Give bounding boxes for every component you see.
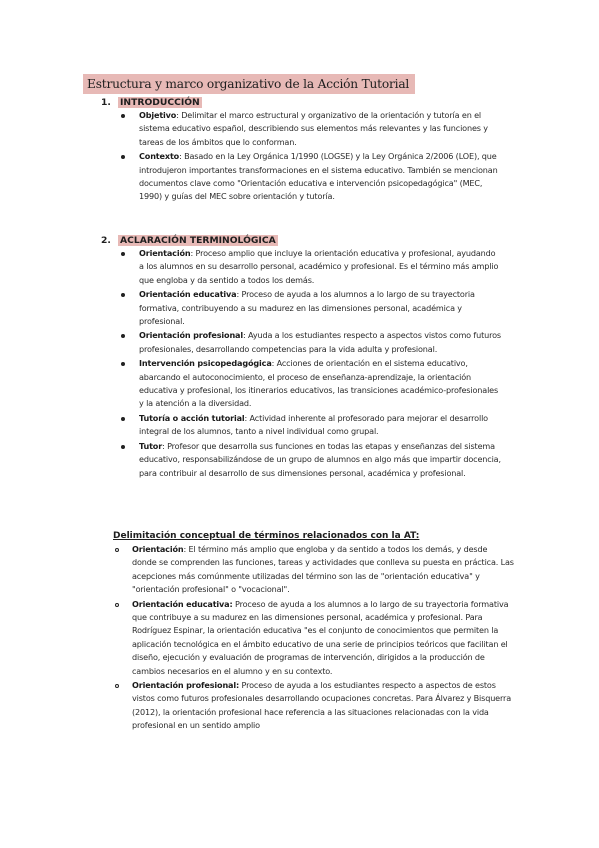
document-title-wrap xyxy=(83,73,415,94)
section-3-heading: Delimitación conceptual de términos relacionados con la AT: xyxy=(113,531,420,541)
item-text: El término más amplio que engloba y da sentido a todos los demás, y desde donde se comprenden las funciones, tareas y actividades que conlleva su puesta en práctica. Las acepciones más comúnmente utilizadas del término son las de "orientación educativa" y "orientación profesional" o "vocacional". xyxy=(132,544,514,595)
item-term: Orientación xyxy=(132,544,184,554)
item-term: Tutoría o acción tutorial xyxy=(139,412,245,423)
item-term: Contexto xyxy=(139,151,180,162)
item-text: Delimitar el marco estructural y organizativo de la orientación y tutoría en el sistema educativo español, describiendo sus elementos más relevantes y las funciones y tareas de los ámbitos que lo conforman. xyxy=(139,110,488,147)
section-2-list xyxy=(139,247,501,481)
bullet-icon xyxy=(121,252,125,256)
item-sep: : xyxy=(183,544,189,554)
item-term: Objetivo xyxy=(139,110,177,120)
bullet-icon xyxy=(121,445,125,449)
item-text: Basado en la Ley Orgánica 1/1990 (LOGSE) y la Ley Orgánica 2/2006 (LOE), que introdujeron importantes transformaciones en el sistema educativo. También se mencionan documentos clave como "Orientación educativa e intervención psicopedagógica" (MEC, 1990) y guías del MEC sobre orientación y tutoría. xyxy=(139,151,498,202)
section-2-number: 2. xyxy=(101,235,111,246)
item-term: Orientación xyxy=(139,248,191,258)
item-sep: : xyxy=(244,412,250,423)
item-term: Tutor xyxy=(139,440,163,451)
item-sep: : xyxy=(176,110,182,120)
item-sep: : xyxy=(190,248,196,258)
item-text: Ayuda a los estudiantes respecto a aspectos vistos como futuros profesionales, desarrollando competencias para la vida adulta y profesional. xyxy=(139,330,501,354)
section-3-list xyxy=(132,543,514,734)
item-sep: : xyxy=(162,440,168,451)
item-term: Orientación profesional xyxy=(139,330,243,341)
item-text: Acciones de orientación en el sistema educativo, abarcando el autoconocimiento, el proceso de enseñanza-aprendizaje, la orientación educativa y profesional, los itinerarios educativos, las transiciones académico-profesionales y la atención a la diversidad. xyxy=(139,358,499,409)
bullet-icon xyxy=(121,334,125,338)
list-item xyxy=(132,598,514,678)
bullet-icon xyxy=(121,155,125,159)
list-item xyxy=(132,543,514,597)
list-item xyxy=(139,329,501,356)
document-title: Estructura y marco organizativo de la Acción Tutorial xyxy=(83,74,415,94)
item-sep: : xyxy=(236,289,242,300)
section-1-title: INTRODUCCIÓN xyxy=(120,97,200,108)
section-2-heading xyxy=(101,234,278,247)
list-item xyxy=(139,412,501,439)
circle-bullet-icon xyxy=(115,684,119,688)
item-term: Orientación educativa xyxy=(139,289,237,300)
list-item xyxy=(139,357,501,411)
item-text: Profesor que desarrolla sus funciones en todas las etapas y enseñanzas del sistema educativo, responsabilizándose de un grupo de alumnos en algo más que impartir docencia, para contribuir al desarrollo de sus dimensiones personal, académica y profesional. xyxy=(139,440,501,478)
item-sep: : xyxy=(271,358,277,369)
circle-bullet-icon xyxy=(115,603,119,607)
item-text: Proceso de ayuda a los estudiantes respecto a aspectos de estos vistos como futuros profesionales desarrollando ocupaciones concretas. Para Álvarez y Bisquerra (2012), la orientación profesional hace referencia a las situaciones relacionadas con la vida profesional en un sentido amplio xyxy=(132,680,512,731)
list-item xyxy=(139,440,501,480)
item-term: Orientación profesional: xyxy=(132,680,240,691)
item-sep: : xyxy=(243,330,248,341)
list-item xyxy=(139,109,499,149)
item-text: Proceso de ayuda a los alumnos a lo largo de su trayectoria formativa, contribuyendo a su madurez en las dimensiones personal, académica y profesional. xyxy=(139,289,475,327)
bullet-icon xyxy=(121,293,125,297)
item-term: Intervención psicopedagógica xyxy=(139,358,272,369)
list-item xyxy=(139,288,501,328)
bullet-icon xyxy=(121,114,125,118)
bullet-icon xyxy=(121,362,125,366)
section-1-heading xyxy=(101,96,202,109)
item-text: Proceso de ayuda a los alumnos a lo largo de su trayectoria formativa que contribuye a su madurez en las dimensiones personal, académica y profesional. Para Rodríguez Espinar, la orientación educativa "es el conjunto de conocimientos que permiten la aplicación tecnológica en el ámbito educativo de una serie de principios teóricos que facilitan el diseño, ejecución y evaluación de programas de intervención, dirigidos a la producción de cambios necesarios en el alumno y en su contexto. xyxy=(132,598,509,676)
item-text: Actividad inherente al profesorado para mejorar el desarrollo integral de los alumnos, tanto a nivel individual como grupal. xyxy=(139,412,488,437)
bullet-icon xyxy=(121,417,125,421)
item-term: Orientación educativa: xyxy=(132,598,233,609)
circle-bullet-icon xyxy=(115,548,119,552)
list-item xyxy=(139,247,501,287)
section-1-list xyxy=(139,109,499,205)
item-text: Proceso amplio que incluye la orientación educativa y profesional, ayudando a los alumnos en su desarrollo personal, académico y profesional. Es el término más amplio que engloba y da sentido a todos los demás. xyxy=(139,248,499,285)
list-item xyxy=(132,679,514,733)
section-1-number: 1. xyxy=(101,97,111,108)
section-2-title: ACLARACIÓN TERMINOLÓGICA xyxy=(120,235,276,246)
item-sep: : xyxy=(179,151,185,162)
list-item xyxy=(139,150,499,204)
